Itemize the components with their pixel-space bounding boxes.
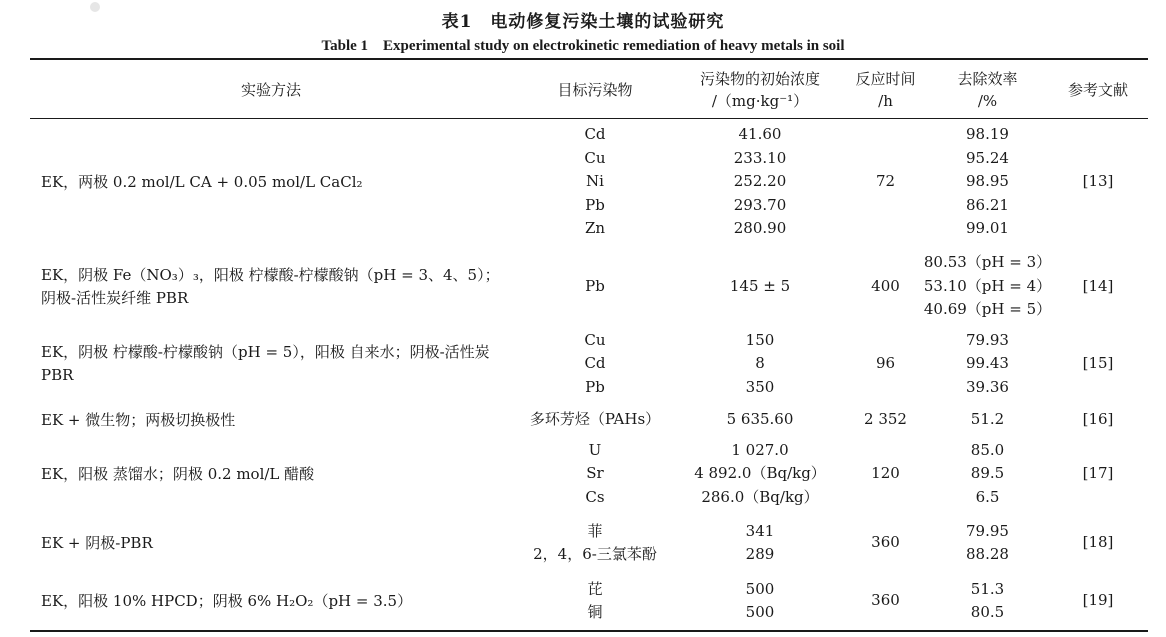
concentration-value: 8 bbox=[755, 354, 765, 373]
removal-efficiency-cell bbox=[930, 122, 1045, 242]
method-cell: EK，阳极 蒸馏水；阴极 0.2 mol/L 醋酸 bbox=[41, 464, 315, 483]
table-row bbox=[0, 250, 1166, 323]
reaction-time-cell bbox=[843, 122, 928, 242]
header-removal-line2: /% bbox=[977, 92, 998, 110]
removal-efficiency-value: 89.5 bbox=[970, 464, 1005, 483]
reference-cell bbox=[1063, 122, 1133, 242]
reaction-time-value: 400 bbox=[871, 276, 900, 295]
bottom-rule bbox=[30, 630, 1148, 632]
removal-efficiency-value: 85.0 bbox=[970, 440, 1005, 459]
pollutant-value: Zn bbox=[584, 219, 606, 238]
reaction-time-value: 360 bbox=[871, 591, 900, 610]
header-time bbox=[843, 64, 928, 116]
concentration-value: 286.0（Bq/kg） bbox=[701, 487, 819, 506]
removal-efficiency-value: 88.28 bbox=[966, 545, 1009, 563]
pollutant-value: 芘 bbox=[587, 579, 603, 598]
reaction-time-cell bbox=[843, 576, 928, 626]
header-conc-line1: 污染物的初始浓度 bbox=[699, 70, 820, 88]
removal-efficiency-value: 79.95 bbox=[966, 521, 1009, 540]
pollutant-value: U bbox=[588, 440, 602, 459]
header-reference bbox=[1063, 64, 1133, 116]
removal-efficiency-cell bbox=[930, 329, 1045, 399]
pollutant-value: 菲 bbox=[587, 521, 603, 540]
table-row bbox=[0, 405, 1166, 435]
pollutant-cell bbox=[520, 329, 670, 399]
table-title-cn: 表1 电动修复污染土壤的试验研究 bbox=[441, 12, 725, 32]
reference-value: [14] bbox=[1082, 276, 1114, 295]
header-concentration bbox=[680, 64, 840, 116]
reference-cell bbox=[1063, 250, 1133, 323]
reaction-time-cell bbox=[843, 329, 928, 399]
reference-value: [16] bbox=[1082, 410, 1114, 429]
concentration-value: 293.70 bbox=[733, 195, 787, 214]
table-title-en: Table 1 Experimental study on electrokinetic remediation of heavy metals in soil bbox=[321, 38, 845, 54]
top-rule bbox=[30, 58, 1148, 60]
pollutant-value: 2，4，6-三氯苯酚 bbox=[533, 545, 657, 563]
concentration-value: 350 bbox=[745, 377, 775, 396]
header-rule bbox=[30, 118, 1148, 119]
header-pollutant-label: 目标污染物 bbox=[557, 81, 633, 99]
reaction-time-cell bbox=[843, 405, 928, 435]
reaction-time-value: 360 bbox=[871, 533, 900, 552]
reference-value: [15] bbox=[1082, 354, 1114, 373]
removal-efficiency-value: 79.93 bbox=[966, 330, 1009, 349]
reaction-time-value: 96 bbox=[875, 354, 896, 373]
concentration-value: 1 027.0 bbox=[731, 440, 789, 459]
reaction-time-value: 2 352 bbox=[864, 410, 907, 429]
reaction-time-cell bbox=[843, 250, 928, 323]
reference-value: [13] bbox=[1082, 172, 1114, 191]
removal-efficiency-value: 98.19 bbox=[966, 125, 1009, 144]
pollutant-cell bbox=[520, 518, 670, 568]
method-cell: EK + 阴极-PBR bbox=[41, 533, 153, 552]
concentration-cell bbox=[680, 576, 840, 626]
concentration-value: 280.90 bbox=[733, 219, 787, 238]
concentration-value: 4 892.0（Bq/kg） bbox=[694, 464, 826, 483]
pollutant-value: Cu bbox=[584, 330, 606, 349]
reaction-time-value: 120 bbox=[871, 464, 900, 483]
method-cell: EK + 微生物；两极切换极性 bbox=[41, 410, 236, 429]
removal-efficiency-value: 53.10（pH = 4） bbox=[923, 276, 1052, 295]
reference-cell bbox=[1063, 576, 1133, 626]
table-row bbox=[0, 329, 1166, 399]
method-cell: EK，阴极 Fe（NO₃）₃，阳极 柠檬酸-柠檬酸钠（pH = 3、4、5）；阴极-活性炭纤维 PBR bbox=[41, 265, 500, 307]
pollutant-value: Cd bbox=[584, 125, 606, 144]
removal-efficiency-value: 80.5 bbox=[970, 603, 1005, 621]
header-pollutant bbox=[520, 64, 670, 116]
removal-efficiency-value: 99.01 bbox=[966, 219, 1009, 238]
pollutant-value: Pb bbox=[585, 195, 605, 214]
concentration-value: 500 bbox=[745, 579, 775, 598]
pollutant-value: Ni bbox=[586, 172, 604, 191]
table-row bbox=[0, 122, 1166, 242]
table-row bbox=[0, 438, 1166, 510]
concentration-value: 500 bbox=[745, 603, 775, 621]
header-method bbox=[41, 64, 511, 116]
removal-efficiency-value: 39.36 bbox=[966, 377, 1009, 396]
reference-cell bbox=[1063, 405, 1133, 435]
concentration-value: 233.10 bbox=[733, 148, 787, 167]
removal-efficiency-cell bbox=[930, 438, 1045, 510]
concentration-value: 5 635.60 bbox=[726, 410, 794, 429]
removal-efficiency-value: 99.43 bbox=[966, 354, 1009, 373]
removal-efficiency-cell bbox=[930, 576, 1045, 626]
concentration-value: 341 bbox=[745, 521, 775, 540]
removal-efficiency-value: 6.5 bbox=[975, 487, 1000, 506]
method-cell: EK，阴极 柠檬酸-柠檬酸钠（pH = 5），阳极 自来水；阴极-活性炭 PBR bbox=[41, 343, 490, 384]
removal-efficiency-cell bbox=[930, 518, 1045, 568]
reaction-time-value: 72 bbox=[875, 172, 896, 191]
pollutant-value: Sr bbox=[586, 464, 604, 483]
concentration-cell bbox=[680, 329, 840, 399]
removal-efficiency-value: 51.2 bbox=[970, 410, 1005, 429]
table-row bbox=[0, 576, 1166, 626]
concentration-cell bbox=[680, 250, 840, 323]
pollutant-cell bbox=[520, 122, 670, 242]
table-row bbox=[0, 518, 1166, 568]
reference-cell bbox=[1063, 438, 1133, 510]
header-ref-label: 参考文献 bbox=[1067, 81, 1128, 99]
reference-cell bbox=[1063, 329, 1133, 399]
concentration-value: 41.60 bbox=[738, 125, 782, 144]
pollutant-value: Cs bbox=[585, 487, 605, 506]
pollutant-value: Cu bbox=[584, 148, 606, 167]
reaction-time-cell bbox=[843, 518, 928, 568]
concentration-value: 289 bbox=[745, 545, 775, 563]
concentration-value: 150 bbox=[745, 330, 775, 349]
concentration-cell bbox=[680, 122, 840, 242]
removal-efficiency-cell bbox=[923, 250, 1052, 323]
removal-efficiency-value: 86.21 bbox=[966, 195, 1009, 214]
method-cell: EK，两极 0.2 mol/L CA + 0.05 mol/L CaCl₂ bbox=[41, 172, 363, 191]
reference-value: [19] bbox=[1082, 591, 1114, 610]
reaction-time-cell bbox=[843, 438, 928, 510]
pollutant-value: 多环芳烃（PAHs） bbox=[529, 410, 661, 429]
concentration-value: 252.20 bbox=[733, 172, 787, 191]
pollutant-value: Pb bbox=[585, 276, 605, 295]
removal-efficiency-value: 98.95 bbox=[966, 172, 1009, 191]
removal-efficiency-value: 95.24 bbox=[966, 148, 1009, 167]
header-removal bbox=[930, 64, 1045, 116]
pollutant-value: 铜 bbox=[587, 603, 603, 621]
header-time-line1: 反应时间 bbox=[855, 70, 916, 88]
header-time-line2: /h bbox=[878, 92, 893, 110]
concentration-cell bbox=[680, 438, 840, 510]
reference-value: [18] bbox=[1082, 533, 1114, 552]
reference-cell bbox=[1063, 518, 1133, 568]
pollutant-cell bbox=[520, 405, 670, 435]
header-conc-line2: /（mg·kg⁻¹） bbox=[711, 92, 809, 110]
removal-efficiency-value: 80.53（pH = 3） bbox=[923, 253, 1052, 272]
pollutant-value: Pb bbox=[585, 377, 605, 396]
reference-value: [17] bbox=[1082, 464, 1114, 483]
concentration-cell bbox=[680, 518, 840, 568]
removal-efficiency-cell bbox=[930, 405, 1045, 435]
header-method-label: 实验方法 bbox=[241, 81, 302, 99]
header-removal-line1: 去除效率 bbox=[957, 70, 1018, 88]
concentration-value: 145 ± 5 bbox=[729, 276, 791, 295]
pollutant-cell bbox=[520, 438, 670, 510]
pollutant-cell bbox=[520, 576, 670, 626]
removal-efficiency-value: 51.3 bbox=[970, 579, 1005, 598]
pollutant-cell bbox=[520, 250, 670, 323]
concentration-cell bbox=[680, 405, 840, 435]
method-cell: EK，阳极 10% HPCD；阴极 6% H₂O₂（pH = 3.5） bbox=[41, 591, 413, 610]
removal-efficiency-value: 40.69（pH = 5） bbox=[923, 300, 1052, 319]
pollutant-value: Cd bbox=[584, 354, 606, 373]
